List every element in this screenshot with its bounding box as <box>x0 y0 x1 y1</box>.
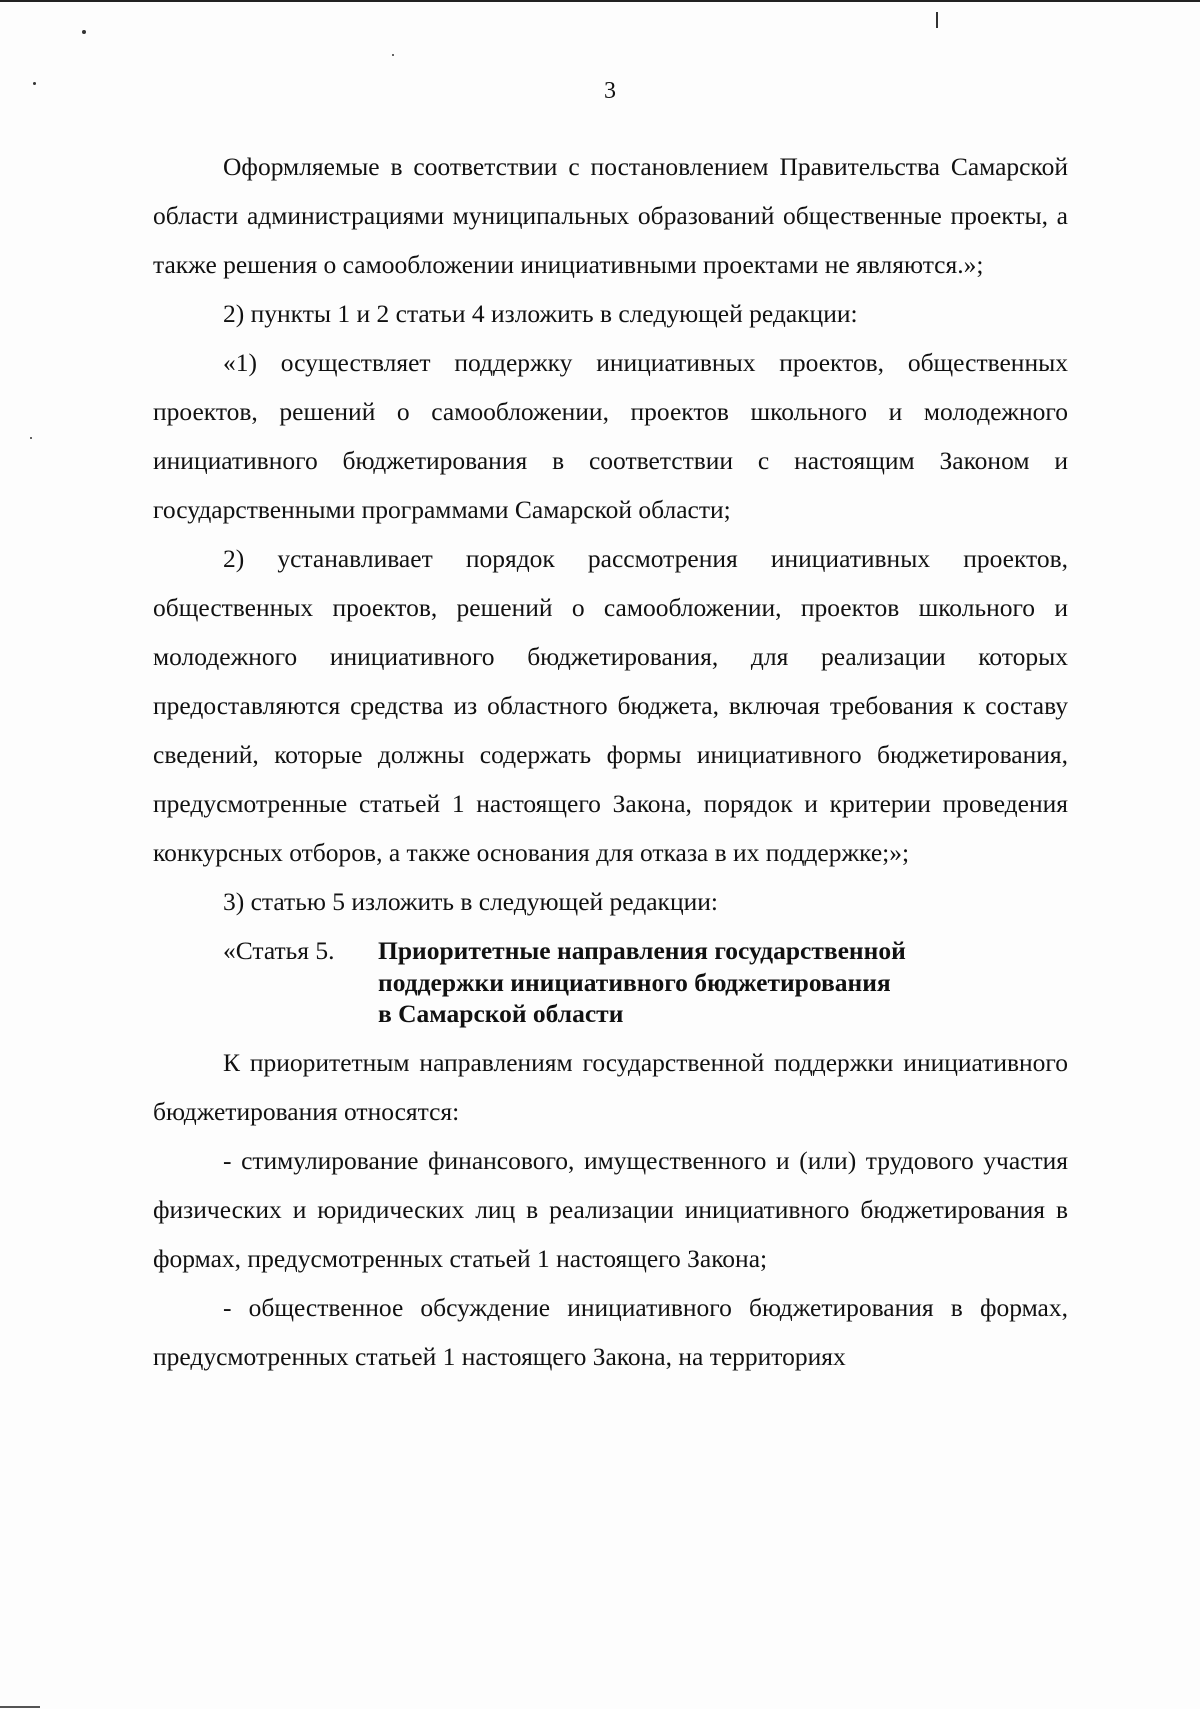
paragraph: 2) устанавливает порядок рассмотрения инициативных проектов, общественных проектов, решений о самообложении, проектов школьного и молодежного инициативного бюджетирования, для реализации которых предоставляются средства из областного бюджета, включая требования к составу сведений, которые должны содержать формы инициативного бюджетирования, предусмотренные статьей 1 настоящего Закона, порядок и критерии проведения конкурсных отборов, а также основания для отказа в их поддержке;»; <box>153 544 1068 867</box>
scan-speck <box>82 30 86 34</box>
scan-speck <box>30 437 32 439</box>
scan-mark <box>936 12 938 28</box>
paragraph: - общественное обсуждение инициативного бюджетирования в формах, предусмотренных статьей 1 настоящего Закона, на территориях <box>153 1292 1068 1371</box>
article-title <box>378 935 906 1030</box>
paragraph: Оформляемые в соответствии с постановлением Правительства Самарской области администрациями муниципальных образований общественные проекты, а также решения о самообложении инициативными проектами не являются.»; <box>153 152 1068 279</box>
page-number: 3 <box>604 78 616 104</box>
article-title-line: в Самарской области <box>378 999 624 1028</box>
scan-edge-top <box>0 0 1200 2</box>
paragraph: - стимулирование финансового, имущественного и (или) трудового участия физических и юридических лиц в реализации инициативного бюджетирования в формах, предусмотренных статьей 1 настоящего Закона; <box>153 1145 1068 1273</box>
document-body <box>153 142 1068 1381</box>
article-label: «Статья 5. <box>223 936 335 965</box>
paragraph: 3) статью 5 изложить в следующей редакции: <box>223 887 718 916</box>
scan-speck <box>392 54 394 56</box>
paragraph: 2) пункты 1 и 2 статьи 4 изложить в следующей редакции: <box>223 299 858 328</box>
article-title-line: поддержки инициативного бюджетирования <box>378 967 891 997</box>
paragraph: К приоритетным направлениям государственной поддержки инициативного бюджетирования относятся: <box>153 1047 1068 1126</box>
article-title-line: Приоритетные направления государственной <box>378 936 906 965</box>
article-heading <box>153 935 1068 1030</box>
paragraph: «1) осуществляет поддержку инициативных проектов, общественных проектов, решений о самообложении, проектов школьного и молодежного инициативного бюджетирования в соответствии с настоящим Законом и государственными программами Самарской области; <box>153 348 1068 524</box>
scan-edge-bottom <box>0 1706 40 1708</box>
